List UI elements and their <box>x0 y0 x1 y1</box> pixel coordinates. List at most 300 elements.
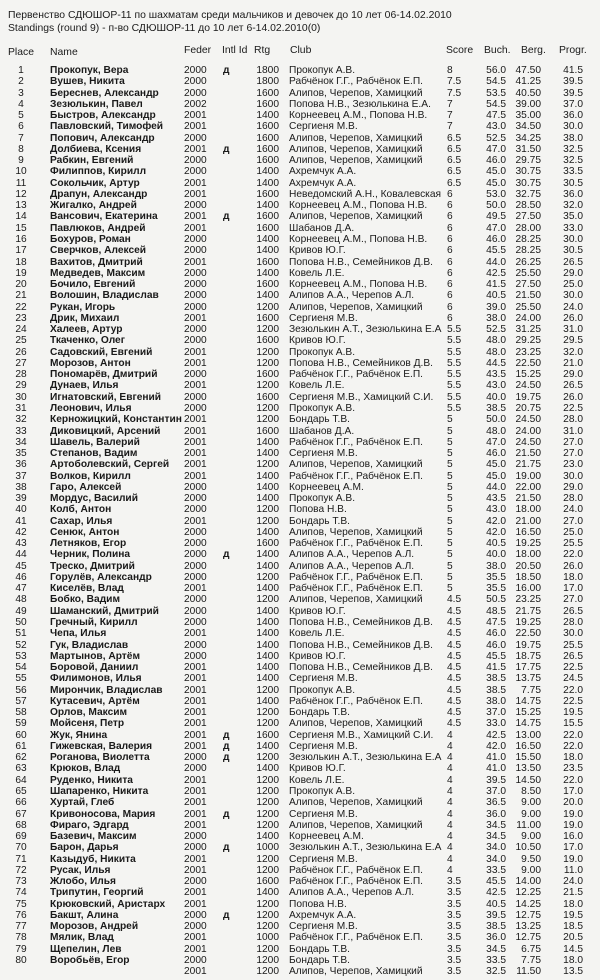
feder-cell: 2000 <box>184 200 207 212</box>
player-name: Колб, Антон <box>50 504 112 516</box>
berger-cell: 19.75 <box>515 639 541 651</box>
place-cell: 15 <box>15 222 27 234</box>
intl-id-cell: д <box>223 65 230 76</box>
player-name: Воробьёв, Егор <box>50 954 130 966</box>
feder-cell: 2001 <box>184 470 207 482</box>
rating-cell: 1200 <box>256 594 279 606</box>
rating-cell: 1400 <box>256 887 279 899</box>
club-cell: Зезюлькин А.Т., Зезюлькина Е.А <box>289 752 442 764</box>
player-name: Зезюлькин, Павел <box>50 98 143 110</box>
buchholz-cell: 35.5 <box>486 583 506 595</box>
buchholz-cell: 37.0 <box>486 707 506 719</box>
club-cell: Корнеевец А.М., Попова Н.В. <box>289 279 428 291</box>
rating-cell: 1600 <box>256 312 279 324</box>
player-name: Игнатовский, Евгений <box>50 391 162 403</box>
rating-cell: 1400 <box>256 200 279 212</box>
feder-cell: 2001 <box>184 662 207 674</box>
table-row <box>0 718 600 729</box>
score-cell: 5 <box>447 583 453 595</box>
player-name: Русак, Илья <box>50 864 111 876</box>
buchholz-cell: 44.5 <box>486 357 506 369</box>
rating-cell: 1200 <box>256 808 279 820</box>
buchholz-cell: 42.0 <box>486 515 506 527</box>
score-cell: 4.5 <box>447 594 462 606</box>
buchholz-cell: 45.0 <box>486 459 506 471</box>
player-name: Рукан, Игорь <box>50 301 116 313</box>
place-cell: 45 <box>15 560 27 572</box>
table-row <box>0 899 600 910</box>
place-cell: 39 <box>15 493 27 505</box>
feder-cell: 2001 <box>184 515 207 527</box>
place-cell: 32 <box>15 414 27 426</box>
club-cell: Зезюлькин А.Т., Зезюлькина Е.А <box>289 324 442 336</box>
progress-cell: 36.0 <box>563 188 583 200</box>
feder-cell: 2000 <box>184 909 207 921</box>
score-cell: 6.5 <box>447 166 462 178</box>
feder-cell: 2001 <box>184 211 207 223</box>
rating-cell: 1400 <box>256 245 279 257</box>
place-cell: 38 <box>15 481 27 493</box>
feder-cell: 2000 <box>184 301 207 313</box>
player-name: Артоболевский, Сергей <box>50 459 170 471</box>
club-cell: Сергиеня М.В., Хамицкий С.И. <box>289 391 434 403</box>
feder-cell: 2000 <box>184 605 207 617</box>
table-row <box>0 752 600 763</box>
buchholz-cell: 44.0 <box>486 256 506 268</box>
progress-cell: 31.0 <box>563 425 583 437</box>
buchholz-cell: 39.5 <box>486 774 506 786</box>
header-feder: Feder <box>184 45 212 56</box>
rating-cell: 1200 <box>256 819 279 831</box>
feder-cell: 2000 <box>184 571 207 583</box>
feder-cell: 2000 <box>184 391 207 403</box>
feder-cell: 2001 <box>184 966 207 978</box>
score-cell: 4.5 <box>447 662 462 674</box>
table-row <box>0 628 600 639</box>
rating-cell: 1400 <box>256 233 279 245</box>
buchholz-cell: 38.0 <box>486 560 506 572</box>
place-cell: 14 <box>15 211 27 223</box>
score-cell: 7 <box>447 98 453 110</box>
buchholz-cell: 40.5 <box>486 538 506 550</box>
header-berg: Berg. <box>521 45 546 56</box>
place-cell: 72 <box>15 864 27 876</box>
buchholz-cell: 40.5 <box>486 898 506 910</box>
place-cell: 3 <box>18 87 24 99</box>
berger-cell: 30.75 <box>515 177 541 189</box>
rating-cell: 1200 <box>256 797 279 809</box>
berger-cell: 32.75 <box>515 188 541 200</box>
buchholz-cell: 34.5 <box>486 943 506 955</box>
player-name: Павловский, Тимофей <box>50 121 164 133</box>
buchholz-cell: 45.0 <box>486 166 506 178</box>
table-row <box>0 358 600 369</box>
rating-cell: 1400 <box>256 617 279 629</box>
feder-cell: 2000 <box>184 267 207 279</box>
berger-cell: 21.00 <box>515 515 541 527</box>
table-row <box>0 651 600 662</box>
progress-cell: 25.5 <box>563 538 583 550</box>
player-name: Диковицкий, Арсений <box>50 425 161 437</box>
rating-cell: 1200 <box>256 921 279 933</box>
player-name: Павлюков, Андрей <box>50 222 146 234</box>
document-title: Первенство СДЮШОР-11 по шахматам среди мальчиков и девочек до 10 лет 06-14.02.2010 <box>8 10 452 21</box>
club-cell: Рабчёнок Г.Г., Рабчёнок Е.П. <box>289 695 423 707</box>
progress-cell: 18.0 <box>563 898 583 910</box>
place-cell: 77 <box>15 921 27 933</box>
place-cell: 79 <box>15 943 27 955</box>
score-cell: 4 <box>447 831 453 843</box>
table-row <box>0 437 600 448</box>
rating-cell: 1200 <box>256 357 279 369</box>
score-cell: 4.5 <box>447 639 462 651</box>
buchholz-cell: 33.5 <box>486 954 506 966</box>
feder-cell: 2001 <box>184 684 207 696</box>
berger-cell: 21.75 <box>515 605 541 617</box>
score-cell: 5 <box>447 549 453 561</box>
progress-cell: 30.5 <box>563 245 583 257</box>
place-cell: 76 <box>15 909 27 921</box>
player-name: Попович, Александр <box>50 132 155 144</box>
club-cell: Попова Н.В. <box>289 898 347 910</box>
progress-cell: 26.0 <box>563 391 583 403</box>
feder-cell: 2000 <box>184 402 207 414</box>
berger-cell: 9.00 <box>521 797 541 809</box>
berger-cell: 19.25 <box>515 617 541 629</box>
player-name: Дунаев, Илья <box>50 380 119 392</box>
player-name: Бочило, Евгений <box>50 279 136 291</box>
berger-cell: 47.50 <box>515 65 541 76</box>
player-name: Волошин, Владислав <box>50 290 159 302</box>
score-cell: 4.5 <box>447 695 462 707</box>
progress-cell: 22.0 <box>563 774 583 786</box>
player-name: Вахитов, Дмитрий <box>50 256 143 268</box>
club-cell: Зезюлькин А.Т., Зезюлькина Е.А <box>289 842 442 854</box>
table-row <box>0 144 600 155</box>
score-cell: 3.5 <box>447 932 462 944</box>
place-cell: 12 <box>15 188 27 200</box>
club-cell: Алипов, Черепов, Хамицкий <box>289 718 423 730</box>
club-cell: Бондарь Т.В. <box>289 954 350 966</box>
club-cell: Алипов, Черепов, Хамицкий <box>289 87 423 99</box>
progress-cell: 35.0 <box>563 211 583 223</box>
club-cell: Ковель Л.Е. <box>289 628 345 640</box>
player-name: Гаро, Алексей <box>50 481 122 493</box>
club-cell: Рабчёнок Г.Г., Рабчёнок Е.П. <box>289 932 423 944</box>
player-name: Крюковский, Аристарх <box>50 898 166 910</box>
club-cell: Алипов, Черепов, Хамицкий <box>289 143 423 155</box>
score-cell: 4 <box>447 763 453 775</box>
table-row <box>0 809 600 820</box>
player-name: Фираго, Эдгард <box>50 819 129 831</box>
club-cell: Алипов, Черепов, Хамицкий <box>289 459 423 471</box>
place-cell: 40 <box>15 504 27 516</box>
berger-cell: 18.50 <box>515 571 541 583</box>
place-cell: 28 <box>15 369 27 381</box>
rating-cell: 1200 <box>256 898 279 910</box>
berger-cell: 24.00 <box>515 312 541 324</box>
feder-cell: 2000 <box>184 87 207 99</box>
buchholz-cell: 40.0 <box>486 549 506 561</box>
club-cell: Сергиеня М.В. <box>289 808 358 820</box>
feder-cell: 2001 <box>184 707 207 719</box>
header-buch: Buch. <box>484 45 511 56</box>
score-cell: 7 <box>447 110 453 122</box>
buchholz-cell: 34.0 <box>486 842 506 854</box>
progress-cell: 21.0 <box>563 357 583 369</box>
buchholz-cell: 46.0 <box>486 233 506 245</box>
progress-cell: 15.5 <box>563 718 583 730</box>
progress-cell: 26.5 <box>563 605 583 617</box>
club-cell: Ахремчук А.А. <box>289 166 357 178</box>
player-name: Драпун, Александр <box>50 188 148 200</box>
place-cell: 25 <box>15 335 27 347</box>
place-cell: 4 <box>18 98 24 110</box>
place-cell: 63 <box>15 763 27 775</box>
progress-cell: 32.0 <box>563 346 583 358</box>
club-cell: Бондарь Т.В. <box>289 707 350 719</box>
rating-cell: 1200 <box>256 459 279 471</box>
place-cell: 20 <box>15 279 27 291</box>
feder-cell: 2000 <box>184 155 207 167</box>
club-cell: Корнеевец А.М. <box>289 481 364 493</box>
place-cell: 64 <box>15 774 27 786</box>
player-name: Садовский, Евгений <box>50 346 153 358</box>
rating-cell: 1600 <box>256 729 279 741</box>
player-name: Горулёв, Александр <box>50 571 152 583</box>
rating-cell: 1800 <box>256 76 279 88</box>
buchholz-cell: 46.0 <box>486 155 506 167</box>
progress-cell: 27.0 <box>563 515 583 527</box>
buchholz-cell: 50.0 <box>486 200 506 212</box>
feder-cell: 2001 <box>184 110 207 122</box>
berger-cell: 22.50 <box>515 357 541 369</box>
score-cell: 5 <box>447 560 453 572</box>
club-cell: Попова Н.В., Семейников Д.В. <box>289 256 433 268</box>
berger-cell: 25.50 <box>515 267 541 279</box>
berger-cell: 12.75 <box>515 932 541 944</box>
rating-cell: 1200 <box>256 402 279 414</box>
player-name: Сахар, Илья <box>50 515 113 527</box>
score-cell: 3.5 <box>447 943 462 955</box>
header-score: Score <box>446 45 474 56</box>
buchholz-cell: 45.5 <box>486 245 506 257</box>
score-cell: 4.5 <box>447 684 462 696</box>
buchholz-cell: 34.5 <box>486 819 506 831</box>
buchholz-cell: 44.0 <box>486 481 506 493</box>
club-cell: Сергиеня М.В. <box>289 448 358 460</box>
berger-cell: 22.00 <box>515 481 541 493</box>
progress-cell: 39.5 <box>563 87 583 99</box>
feder-cell: 2001 <box>184 774 207 786</box>
buchholz-cell: 45.0 <box>486 177 506 189</box>
feder-cell: 2000 <box>184 842 207 854</box>
progress-cell: 32.5 <box>563 155 583 167</box>
buchholz-cell: 38.5 <box>486 402 506 414</box>
player-name: Филиппов, Кирилл <box>50 166 147 178</box>
berger-cell: 20.50 <box>515 560 541 572</box>
intl-id-cell: д <box>223 143 230 155</box>
table-row <box>0 76 600 87</box>
rating-cell: 1000 <box>256 932 279 944</box>
place-cell: 75 <box>15 898 27 910</box>
table-row <box>0 268 600 279</box>
score-cell: 4 <box>447 842 453 854</box>
player-name: Трипутин, Георгий <box>50 887 144 899</box>
club-cell: Кривов Ю.Г. <box>289 650 346 662</box>
intl-id-cell: д <box>223 808 230 820</box>
rating-cell: 1200 <box>256 301 279 313</box>
club-cell: Рабчёнок Г.Г., Рабчёнок Е.П. <box>289 538 423 550</box>
club-cell: Рабчёнок Г.Г., Рабчёнок Е.П. <box>289 583 423 595</box>
rating-cell: 1400 <box>256 673 279 685</box>
player-name: Хуртай, Глеб <box>50 797 115 809</box>
player-name: Гижевская, Валерия <box>50 740 153 752</box>
berger-cell: 30.75 <box>515 166 541 178</box>
club-cell: Прокопук А.В. <box>289 786 356 797</box>
rating-cell: 1600 <box>256 369 279 381</box>
rating-cell: 1200 <box>256 966 279 978</box>
feder-cell: 2000 <box>184 335 207 347</box>
club-cell: Рабчёнок Г.Г., Рабчёнок Е.П. <box>289 369 423 381</box>
feder-cell: 2001 <box>184 718 207 730</box>
rating-cell: 1200 <box>256 954 279 966</box>
progress-cell: 24.5 <box>563 673 583 685</box>
club-cell: Алипов А.А., Черепов А.Л. <box>289 560 415 572</box>
place-cell: 55 <box>15 673 27 685</box>
feder-cell: 2001 <box>184 853 207 865</box>
buchholz-cell: 32.5 <box>486 966 506 978</box>
berger-cell: 34.50 <box>515 121 541 133</box>
feder-cell: 2000 <box>184 594 207 606</box>
score-cell: 6 <box>447 233 453 245</box>
progress-cell: 26.5 <box>563 650 583 662</box>
place-cell: 46 <box>15 571 27 583</box>
buchholz-cell: 46.0 <box>486 628 506 640</box>
berger-cell: 11.00 <box>516 819 541 831</box>
progress-cell: 30.0 <box>563 470 583 482</box>
feder-cell: 2001 <box>184 797 207 809</box>
rating-cell: 1600 <box>256 538 279 550</box>
player-name: Жигалко, Андрей <box>50 200 137 212</box>
rating-cell: 1400 <box>256 628 279 640</box>
score-cell: 5 <box>447 425 453 437</box>
table-row <box>0 155 600 166</box>
table-row <box>0 921 600 932</box>
feder-cell: 2001 <box>184 346 207 358</box>
table-row <box>0 865 600 876</box>
club-cell: Попова Н.В., Семейников Д.В. <box>289 662 433 674</box>
berger-cell: 28.00 <box>515 222 541 234</box>
place-cell: 62 <box>15 752 27 764</box>
progress-cell: 22.0 <box>563 729 583 741</box>
feder-cell: 2000 <box>184 504 207 516</box>
progress-cell: 22.5 <box>563 402 583 414</box>
rating-cell: 1200 <box>256 414 279 426</box>
table-row <box>0 200 600 211</box>
score-cell: 3.5 <box>447 909 462 921</box>
table-row <box>0 797 600 808</box>
progress-cell: 30.5 <box>563 177 583 189</box>
table-row <box>0 763 600 774</box>
club-cell: Прокопук А.В. <box>289 493 356 505</box>
berger-cell: 31.50 <box>515 143 541 155</box>
player-name: Орлов, Максим <box>50 707 128 719</box>
rating-cell: 1400 <box>256 639 279 651</box>
player-name: Летняков, Егор <box>50 538 127 550</box>
player-name: Боровой, Даниил <box>50 662 139 674</box>
feder-cell: 2000 <box>184 538 207 550</box>
table-row <box>0 594 600 605</box>
berger-cell: 14.50 <box>515 774 541 786</box>
intl-id-cell: д <box>223 752 230 764</box>
rating-cell: 1400 <box>256 605 279 617</box>
club-cell: Сергиеня М.В. <box>289 121 358 133</box>
progress-cell: 28.0 <box>563 414 583 426</box>
feder-cell: 2001 <box>184 673 207 685</box>
berger-cell: 20.75 <box>515 402 541 414</box>
feder-cell: 2000 <box>184 279 207 291</box>
place-cell: 73 <box>15 876 27 888</box>
buchholz-cell: 50.0 <box>486 414 506 426</box>
buchholz-cell: 43.5 <box>486 369 506 381</box>
table-row <box>0 504 600 515</box>
berger-cell: 9.00 <box>521 808 541 820</box>
score-cell: 7.5 <box>447 76 462 88</box>
player-name: Крюков, Влад <box>50 763 121 775</box>
buchholz-cell: 48.0 <box>486 335 506 347</box>
berger-cell: 28.25 <box>515 245 541 257</box>
place-cell: 29 <box>15 380 27 392</box>
club-cell: Рабчёнок Г.Г., Рабчёнок Е.П. <box>289 876 423 888</box>
score-cell: 4 <box>447 786 453 797</box>
table-row <box>0 471 600 482</box>
score-cell: 5 <box>447 448 453 460</box>
berger-cell: 27.50 <box>515 211 541 223</box>
place-cell: 71 <box>15 853 27 865</box>
progress-cell: 26.0 <box>563 560 583 572</box>
rating-cell: 1600 <box>256 425 279 437</box>
progress-cell: 32.0 <box>563 200 583 212</box>
club-cell: Алипов А.А., Черепов А.Л. <box>289 887 415 899</box>
buchholz-cell: 35.5 <box>486 571 506 583</box>
player-name: Роганова, Виолетта <box>50 752 150 764</box>
standings-subtitle: Standings (round 9) - п-во СДЮШОР-11 до 10 лет 6-14.02.2010(0) <box>8 23 321 34</box>
rating-cell: 1200 <box>256 324 279 336</box>
table-row <box>0 257 600 268</box>
place-cell: 7 <box>18 132 24 144</box>
place-cell: 8 <box>18 143 24 155</box>
buchholz-cell: 53.5 <box>486 87 506 99</box>
table-row <box>0 99 600 110</box>
club-cell: Неведомский А.Н., Ковалевская <box>289 188 442 200</box>
score-cell: 6.5 <box>447 155 462 167</box>
feder-cell: 2001 <box>184 143 207 155</box>
club-cell: Алипов, Черепов, Хамицкий <box>289 966 423 978</box>
place-cell: 35 <box>15 448 27 460</box>
score-cell: 6 <box>447 245 453 257</box>
player-name: Мялик, Влад <box>50 932 114 944</box>
progress-cell: 24.0 <box>563 876 583 888</box>
place-cell: 59 <box>15 718 27 730</box>
place-cell: 42 <box>15 526 27 538</box>
feder-cell: 2001 <box>184 887 207 899</box>
place-cell: 34 <box>15 436 27 448</box>
progress-cell: 26.0 <box>563 312 583 324</box>
feder-cell: 2000 <box>184 233 207 245</box>
progress-cell: 36.0 <box>563 110 583 122</box>
progress-cell: 29.5 <box>563 335 583 347</box>
